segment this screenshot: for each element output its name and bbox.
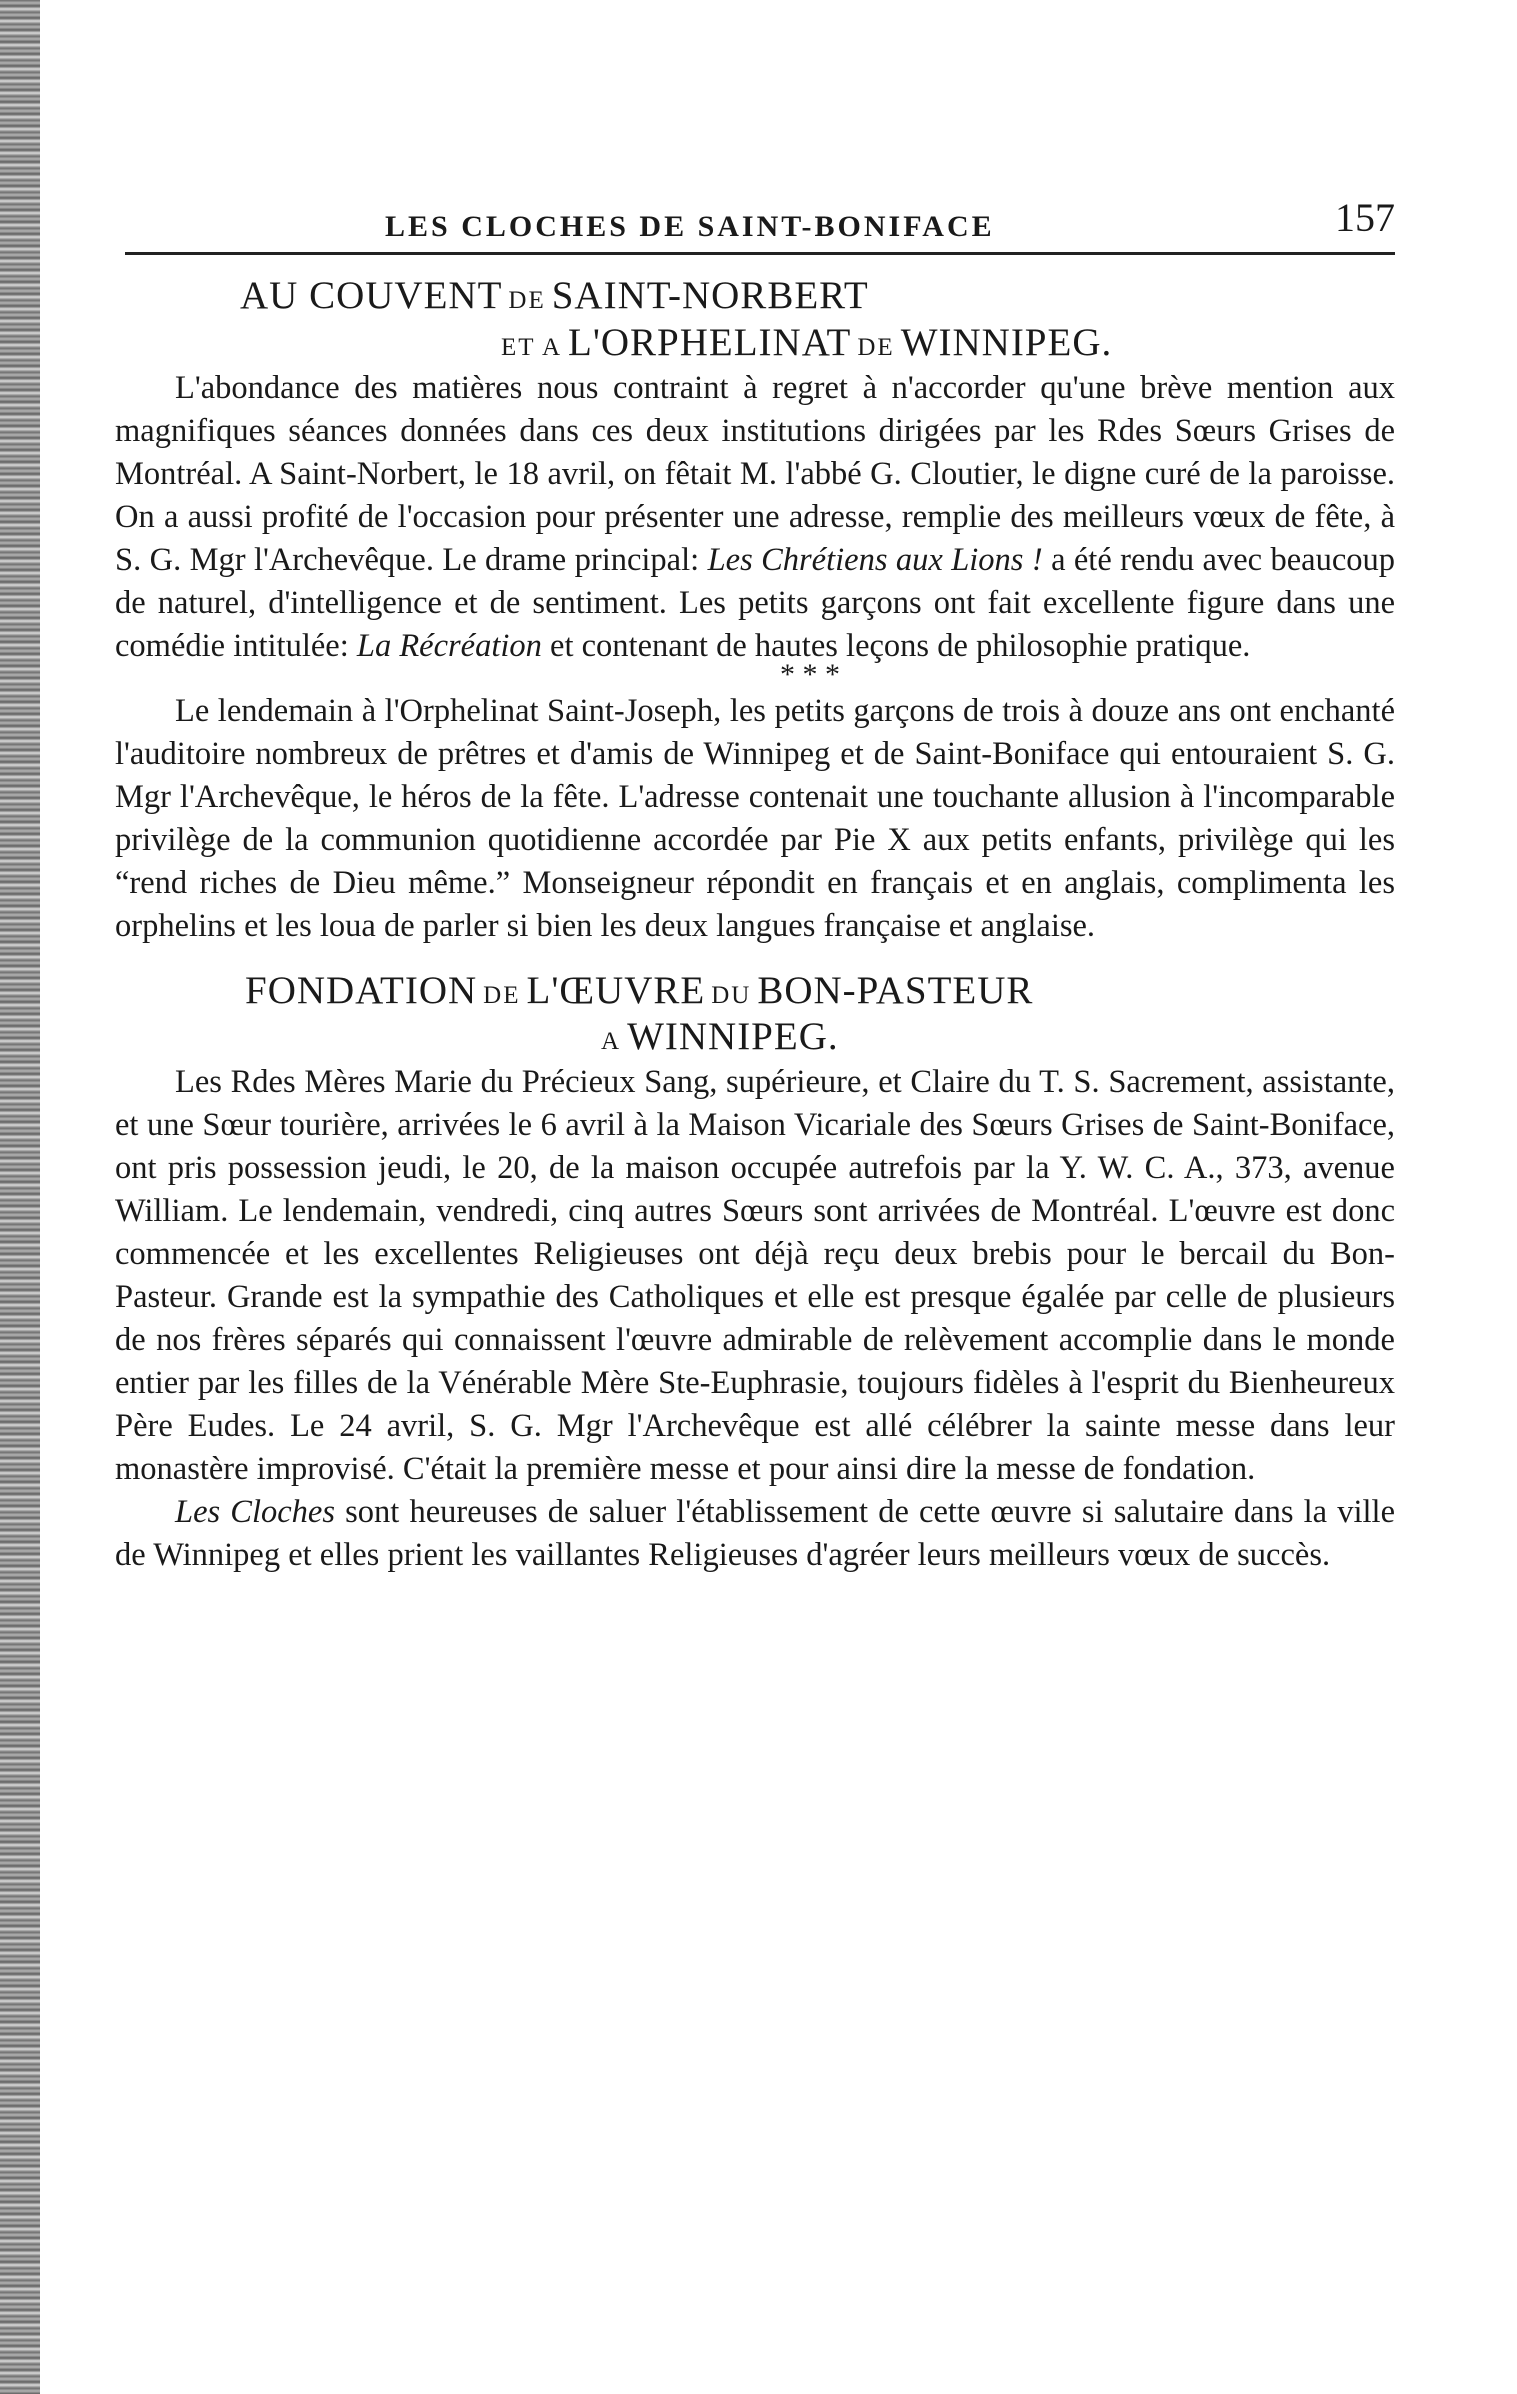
asterism-separator: * * * [780, 657, 840, 691]
running-header [115, 180, 1395, 250]
paragraph-text: a été rendu avec beaucoup de naturel, d'intelligence et de sentiment. Les petits garçons ont fait excellente figure dans une comédie intitulée: [115, 541, 1395, 664]
paragraph-text: L'abondance des matières nous contraint à regret à n'accorder qu'une brève mention aux magnifiques séances données dans ces deux institutions dirigées par les Rdes Sœurs Grises de Montréal. A Saint-Norbert, le 18 avril, on fêtait M. l'abbé G. Cloutier, le digne curé de la paroisse. On a aussi profité de l'occasion pour présenter une adresse, remplie des meilleurs vœux de fête, à S. G. Mgr l'Archevêque. Le drame principal: [115, 369, 1395, 578]
section-bon-pasteur [115, 948, 1395, 1578]
paragraph-text: et contenant de hautes leçons de philosophie pratique. [541, 627, 1251, 664]
paragraph-text: sont heureuses de saluer l'établissement de cette œuvre si salutaire dans la ville de Winnipeg et elles prient les vaillantes Religieuses d'agréer leurs meilleurs vœux de succès. [115, 1494, 1395, 1574]
heading-small-text: A [601, 1028, 622, 1056]
heading-small-text: DE [857, 333, 895, 361]
heading-text: WINNIPEG. [900, 320, 1113, 364]
section1-heading-line1 [115, 261, 1395, 320]
page-binding-edge [0, 0, 40, 2394]
comedy-title: La Récréation [356, 627, 542, 664]
heading-text: SAINT-NORBERT [551, 274, 869, 317]
heading-text: L'ŒUVRE [526, 968, 706, 1012]
section2-paragraph1: Les Rdes Mères Marie du Précieux Sang, supérieure, et Claire du T. S. Sacrement, assistante, et une Sœur tourière, arrivées le 6 avril à la Maison Vicariale des Sœurs Grises de Saint-Boniface, ont pris possession jeudi, le 20, de la maison occupée autrefois par la Y. W. C. A., 373, avenue William. Le lendemain, vendredi, cinq autres Sœurs sont arrivées de Montréal. L'œuvre est donc commencée et les excellentes Religieuses ont déjà reçu deux brebis pour le bercail du Bon-Pasteur. Grande est la sympathie des Catholiques et elle est presque égalée par celle de plusieurs de nos frères séparés qui connaissent l'œuvre admirable de relèvement accomplie dans le monde entier par les filles de la Vénérable Mère Ste-Euphrasie, toujours fidèles à l'esprit du Bienheureux Père Eudes. Le 24 avril, S. G. Mgr l'Archevêque est allé célébrer la sainte messe dans leur monastère improvisé. C'était la première messe et pour ainsi dire la messe de fondation. [115, 1064, 1395, 1488]
heading-small-text: DU [711, 981, 752, 1009]
heading-text: FONDATION [245, 968, 478, 1012]
section1-heading-line2 [115, 320, 1395, 367]
section1-paragraph1 [115, 367, 1395, 668]
heading-text: BON-PASTEUR [757, 968, 1034, 1012]
page-number: 157 [1335, 195, 1395, 240]
heading-text: WINNIPEG. [627, 1015, 839, 1059]
book-page [115, 180, 1395, 1577]
section2-heading-line2 [115, 1014, 1395, 1061]
heading-text: L'ORPHELINAT [568, 320, 852, 364]
section2-heading-line1 [115, 948, 1395, 1015]
section1-paragraph2: Le lendemain à l'Orphelinat Saint-Joseph, les petits garçons de trois à douze ans ont enchanté l'auditoire nombreux de prêtres et d'amis de Winnipeg et de Saint-Boniface qui entouraient S. G. Mgr l'Archevêque, le héros de la fête. L'adresse contenait une touchante allusion à l'incomparable privilège de la communion quotidienne accordée par Pie X aux petits enfants, privilège qui les “rend riches de Dieu même.” Monseigneur répondit en français et en anglais, complimenta les orphelins et les loua de parler si bien les deux langues française et anglaise. [115, 692, 1395, 944]
heading-small-text: DE [508, 287, 546, 314]
header-rule [125, 252, 1395, 255]
heading-small-text: DE [483, 981, 521, 1009]
publication-title: Les Cloches [175, 1494, 335, 1531]
play-title: Les Chrétiens aux Lions ! [707, 541, 1043, 578]
section2-paragraph2 [115, 1491, 1395, 1577]
section-saint-norbert [115, 261, 1395, 948]
heading-text: AU COUVENT [240, 274, 503, 317]
running-title: LES CLOCHES DE SAINT-BONIFACE [385, 210, 995, 243]
heading-small-text: ET A [501, 333, 563, 361]
